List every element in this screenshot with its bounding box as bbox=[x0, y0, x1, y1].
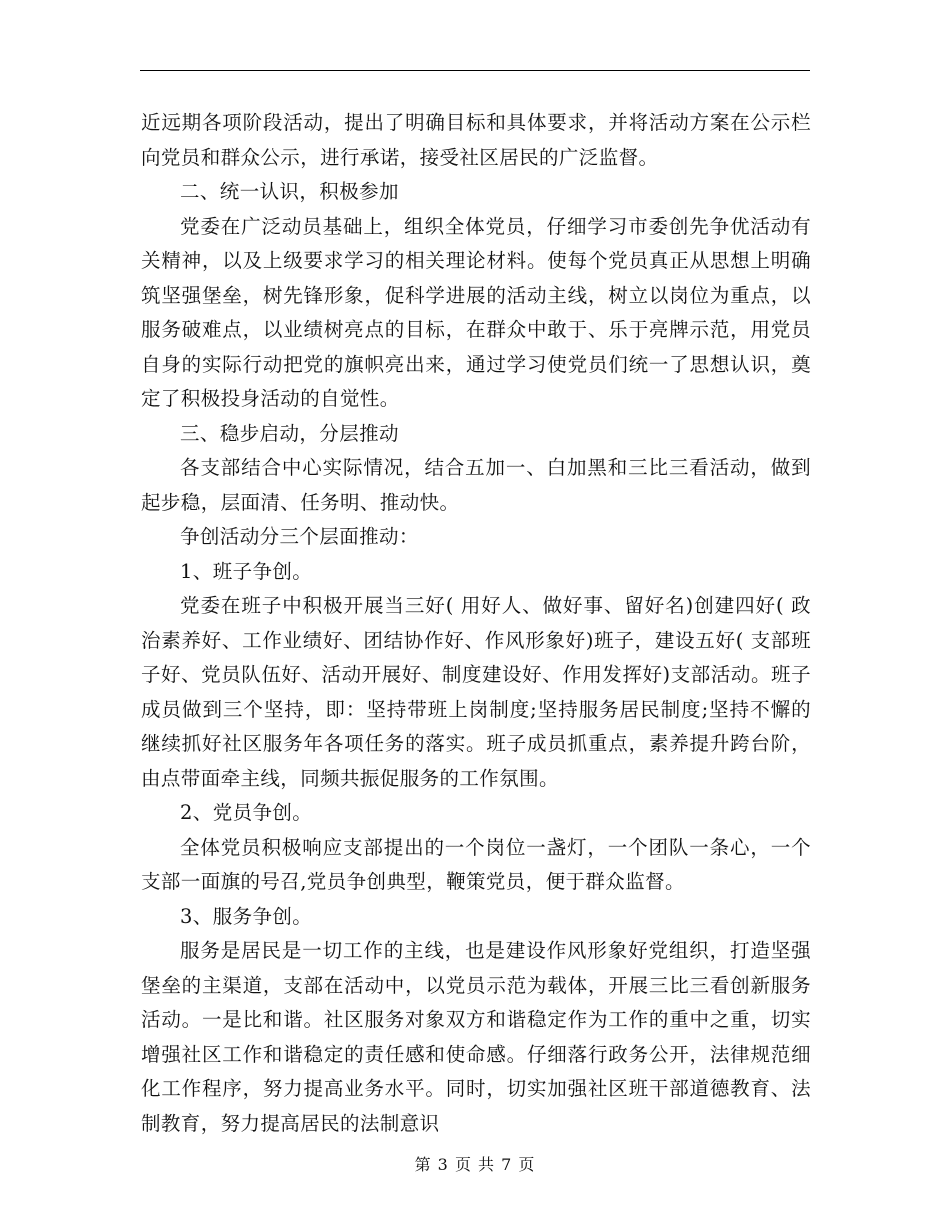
paragraph: 近远期各项阶段活动，提出了明确目标和具体要求，并将活动方案在公示栏向党员和群众公示，进行承诺，接受社区居民的广泛监督。 bbox=[141, 111, 811, 169]
section-heading: 三、稳步启动，分层推动 bbox=[180, 421, 399, 445]
paragraph: 争创活动分三个层面推动： bbox=[180, 525, 419, 548]
page-number-footer: 第 3 页 共 7 页 bbox=[414, 1155, 536, 1174]
subsection-heading: 3、服务争创。 bbox=[180, 904, 313, 928]
header-rule bbox=[140, 70, 810, 71]
document-body bbox=[141, 106, 811, 1141]
section-heading: 二、统一认识，积极参加 bbox=[180, 180, 399, 203]
paragraph: 服务是居民是一切工作的主线，也是建设作风形象好党组织，打造坚强堡垒的主渠道，支部在活动中，以党员示范为载体，开展三比三看创新服务活动。一是比和谐。社区服务对象双方和谐稳定作为工作的重中之重，切实增强社区工作和谐稳定的责任感和使命感。仔细落行政务公开，法律规范细化工作程序，努力提高业务水平。同时，切实加强社区班干部道德教育、法制教育，努力提高居民的法制意识 bbox=[141, 939, 811, 1135]
subsection-heading: 2、党员争创。 bbox=[180, 801, 313, 824]
paragraph: 各支部结合中心实际情况，结合五加一、白加黑和三比三看活动，做到起步稳，层面清、任务明、推动快。 bbox=[141, 456, 811, 514]
subsection-heading: 1、班子争创。 bbox=[180, 559, 313, 583]
paragraph: 党委在广泛动员基础上，组织全体党员，仔细学习市委创先争优活动有关精神，以及上级要求学习的相关理论材料。使每个党员真正从思想上明确筑坚强堡垒，树先锋形象，促科学进展的活动主线，树立以岗位为重点，以服务破难点，以业绩树亮点的目标，在群众中敢于、乐于亮牌示范，用党员自身的实际行动把党的旗帜亮出来，通过学习使党员们统一了思想认识，奠定了积极投身活动的自觉性。 bbox=[141, 214, 811, 410]
paragraph: 党委在班子中积极开展当三好( 用好人、做好事、留好名)创建四好( 政治素养好、工作业绩好、团结协作好、作风形象好)班子，建设五好( 支部班子好、党员队伍好、活动开展好、制度建设好、作用发挥好)支部活动。班子成员做到三个坚持，即：坚持带班上岗制度;坚持服务居民制度;坚持不懈的继续抓好社区服务年各项任务的落实。班子成员抓重点，素养提升跨台阶，由点带面牵主线，同频共振促服务的工作氛围。 bbox=[141, 594, 811, 790]
paragraph: 全体党员积极响应支部提出的一个岗位一盏灯，一个团队一条心，一个支部一面旗的号召,党员争创典型，鞭策党员，便于群众监督。 bbox=[141, 835, 811, 893]
